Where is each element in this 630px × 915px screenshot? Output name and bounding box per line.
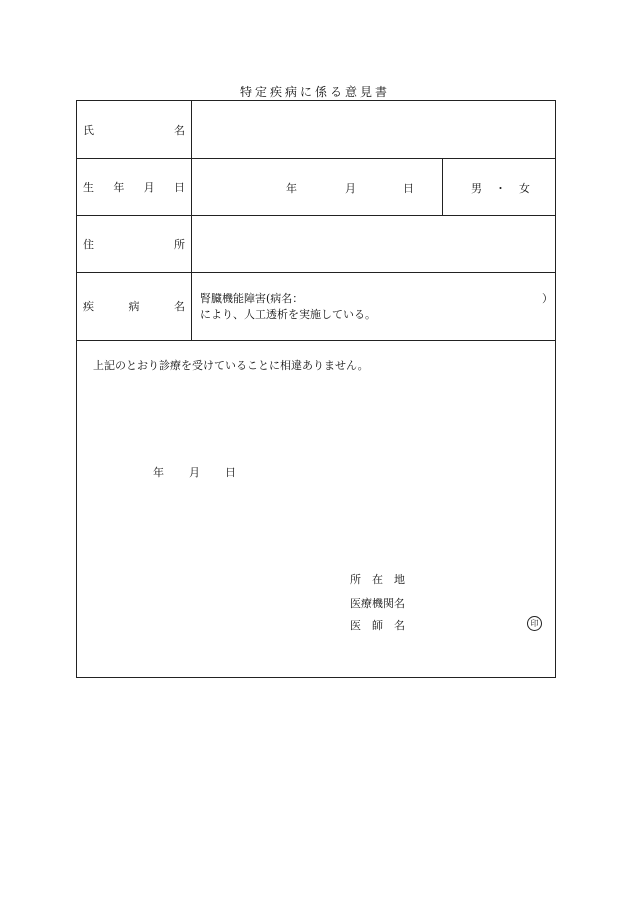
sign-date-month-unit: 月 [189,466,200,479]
address-field[interactable] [193,216,555,271]
birthdate-label: 生 年 月 日 [83,180,185,194]
birthdate-day-unit: 日 [403,182,414,195]
statement-text: 上記のとおり診療を受けていることに相違ありません。 [93,359,369,372]
sign-date[interactable] [147,462,247,480]
disease-label: 疾 病 名 [83,300,185,313]
name-field[interactable] [193,102,555,157]
document-title: 特定疾病に係る意見書 [239,85,390,99]
sex-male-option[interactable]: 男 [471,182,482,195]
birthdate-year-unit: 年 [286,182,297,195]
opinion-form [76,100,556,678]
label-column-divider [191,101,192,340]
address-label: 住 所 [83,237,185,251]
sign-date-day-unit: 日 [225,466,236,479]
name-label: 氏 名 [83,123,185,137]
location-label: 所 在 地 [350,573,405,586]
disease-line-1: 腎臓機能障害(病名： [200,292,304,305]
birthdate-field[interactable] [193,159,441,214]
sex-female-option[interactable]: 女 [519,182,530,195]
sign-date-year-unit: 年 [153,466,164,479]
row-divider [77,340,555,341]
seal-icon: 印 [527,616,542,631]
disease-field[interactable] [193,273,555,339]
disease-close-paren: ） [542,292,553,305]
doctor-name-label: 医 師 名 [350,619,405,632]
institution-label: 医療機関名 [350,597,405,610]
disease-line-2: により、人工透析を実施している。 [200,308,376,321]
birthdate-month-unit: 月 [345,182,356,195]
sex-separator: ・ [495,182,506,195]
sex-selector[interactable] [443,159,555,214]
